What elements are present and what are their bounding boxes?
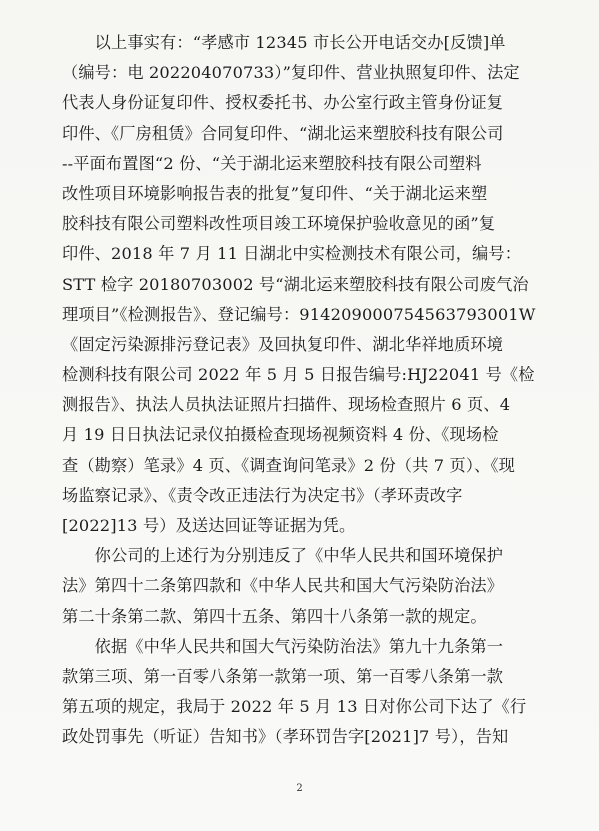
text-line: 以上事实有：“孝感市 12345 市长公开电话交办[反馈]单 (62, 33, 506, 52)
text-line: STT 检字 20180703002 号“湖北运来塑胶科技有限公司废气治 (62, 274, 529, 294)
text-line: 第二十条第二款、第四十五条、第四十八条第一款的规定。 (62, 606, 487, 626)
paragraph (62, 28, 550, 541)
text-line: 场监察记录》、《责令改正违法行为决定书》（孝环责改字 (62, 485, 463, 505)
text-line: --平面布置图“2 份、“关于湖北运来塑胶科技有限公司塑料 (62, 153, 482, 173)
text-line: 改性项目环境影响报告表的批复”复印件、“关于湖北运来塑 (62, 183, 488, 203)
document-body (62, 28, 550, 753)
text-line: （编号：电 202204070733）”复印件、营业执照复印件、法定 (62, 63, 520, 83)
text-line: 查（勘察）笔录》4 页、《调查询问笔录》2 份（共 7 页）、《现 (62, 455, 516, 475)
text-line: 月 19 日日执法记录仪拍摄检查现场视频资料 4 份、《现场检 (62, 425, 499, 445)
text-line: 款第三项、第一百零八条第一款第一项、第一百零八条第一款 (62, 666, 504, 686)
text-line: 依据《中华人民共和国大气污染防治法》第九十九条第一 (62, 636, 504, 656)
text-line: 第五项的规定，我局于 2022 年 5 月 13 日对你公司下达了《行 (62, 697, 527, 717)
text-line: 政处罚事先（听证）告知书》（孝环罚告字[2021]7 号），告知 (62, 727, 509, 747)
paragraph (62, 541, 550, 632)
text-line: 《固定污染源排污登记表》及回执复印件、湖北华祥地质环境 (62, 334, 504, 354)
text-line: 印件、2018 年 7 月 11 日湖北中实检测技术有限公司，编号： (62, 244, 522, 264)
text-line: 代表人身份证复印件、授权委托书、办公室行政主管身份证复 (62, 93, 504, 113)
text-line: 检测科技有限公司 2022 年 5 月 5 日报告编号:HJ22041 号《检 (62, 365, 535, 385)
text-line: 胶科技有限公司塑料改性项目竣工环境保护验收意见的函”复 (62, 214, 496, 234)
text-line: 你公司的上述行为分别违反了《中华人民共和国环境保护 (62, 546, 504, 566)
text-line: 理项目”《检测报告》、登记编号：91420900075456379300​1W (62, 304, 536, 324)
text-line: 法》第四十二条第四款和《中华人民共和国大气污染防治法》 (62, 576, 504, 596)
paragraph (62, 632, 550, 753)
text-line: 印件、《厂房租赁》合同复印件、“湖北运来塑胶科技有限公司 (62, 123, 504, 143)
text-line: 测报告》、执法人员执法证照片扫描件、现场检查照片 6 页、4 (62, 395, 511, 415)
page-number: 2 (296, 783, 303, 794)
text-line: [2022]13 号）及送达回证等证据为凭。 (62, 516, 356, 535)
